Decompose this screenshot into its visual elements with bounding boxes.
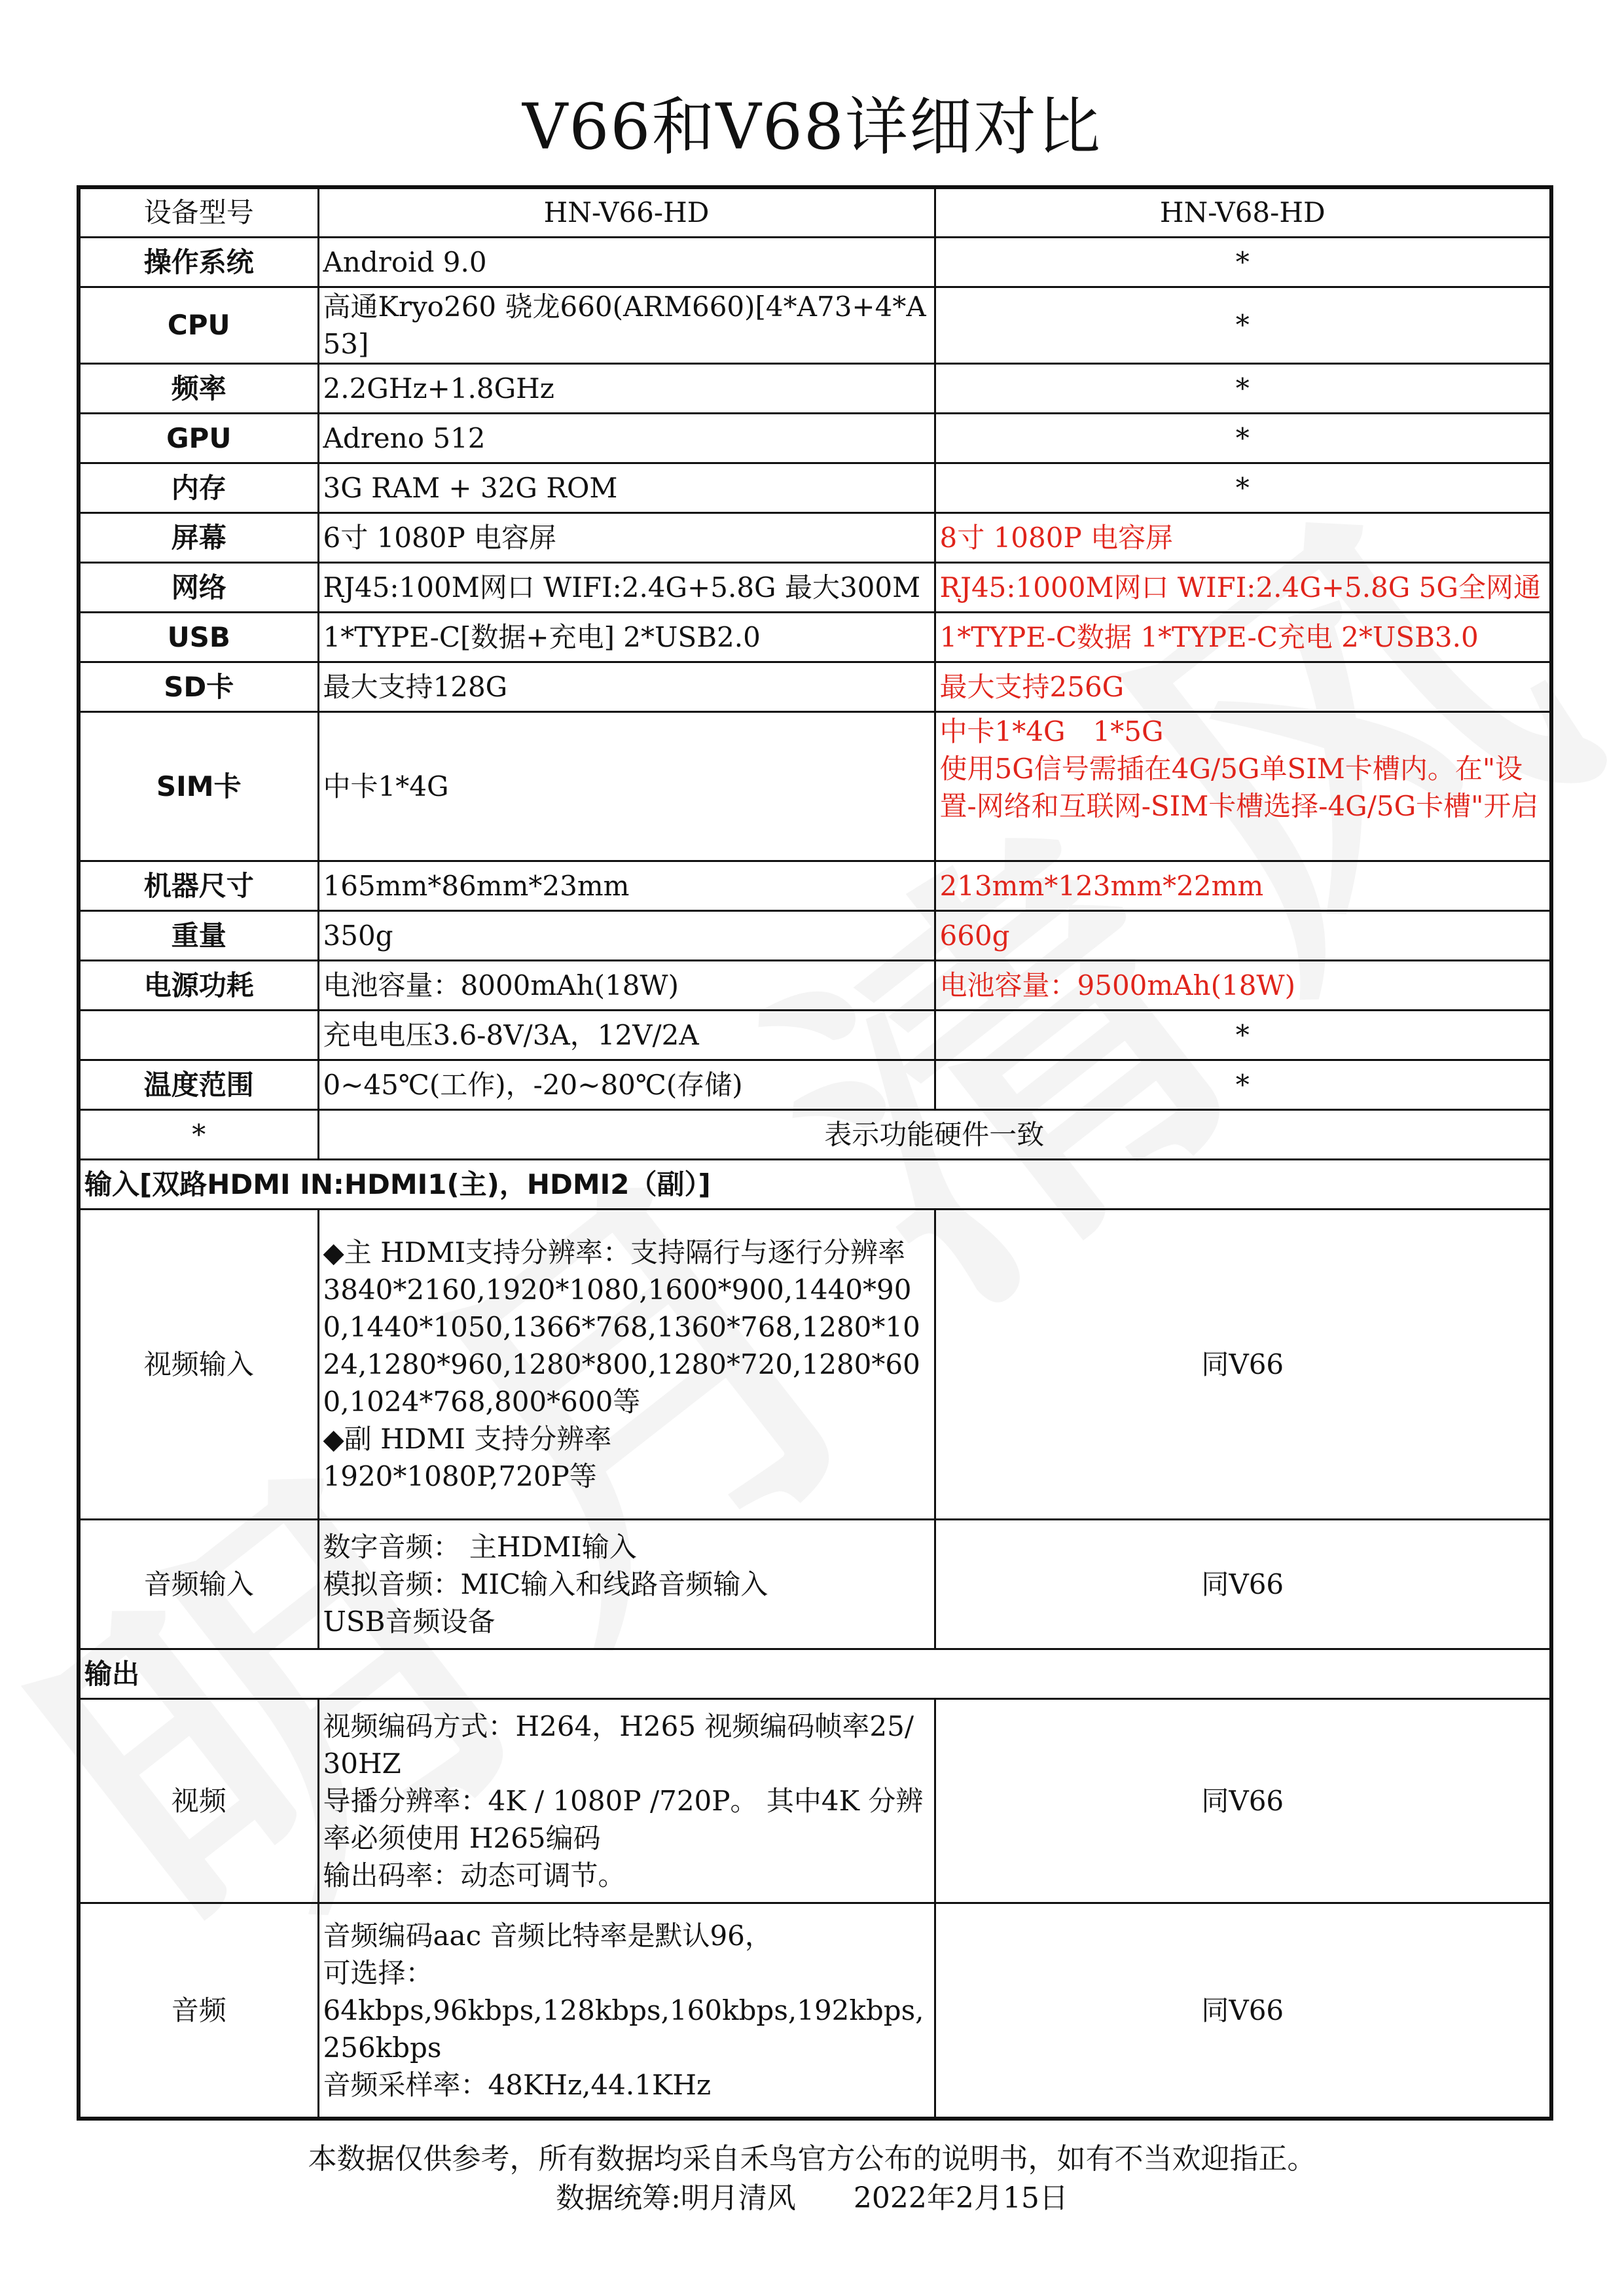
row-label: 网络 [79, 562, 318, 612]
text-line: ◆副 HDMI 支持分辨率 [323, 1422, 612, 1455]
legend-row [79, 1109, 1551, 1159]
table-row [79, 1903, 1551, 2119]
v68-sim-note: 使用5G信号需插在4G/5G单SIM卡槽内。在"设置-网络和互联网-SIM卡槽选择-4G/5G卡槽"开启 [939, 752, 1539, 822]
table-row [79, 512, 1551, 562]
table-row [79, 287, 1551, 363]
v66-value: 0~45℃(工作)，-20~80℃(存储) [318, 1060, 935, 1109]
v68-value: * [935, 463, 1551, 512]
v68-value: 最大支持256G [935, 662, 1551, 711]
text-line: 64kbps,96kbps,128kbps,160kbps,192kbps,256kbps [323, 1994, 924, 2064]
table-row [79, 960, 1551, 1010]
comparison-table [77, 185, 1553, 2121]
page-title: V66和V68详细对比 [522, 90, 1102, 164]
row-label: 温度范围 [79, 1060, 318, 1109]
table-row [79, 1519, 1551, 1649]
v68-value: 8寸 1080P 电容屏 [935, 512, 1551, 562]
text-line: 视频编码方式：H264，H265 视频编码帧率25/30HZ [323, 1710, 914, 1780]
input-section-header [79, 1159, 1551, 1209]
v68-value: 同V66 [935, 1903, 1551, 2119]
row-label: 机器尺寸 [79, 861, 318, 910]
v68-value: * [935, 363, 1551, 413]
footer-credit: 数据统筹:明月清风 2022年2月15日 [556, 2181, 1068, 2215]
table-row [79, 711, 1551, 861]
table-row [79, 1209, 1551, 1519]
v66-value: 最大支持128G [318, 662, 935, 711]
table-row [79, 363, 1551, 413]
v68-value: 同V66 [935, 1698, 1551, 1903]
row-label: 内存 [79, 463, 318, 512]
row-label: 频率 [79, 363, 318, 413]
v68-value: 电池容量：9500mAh(18W) [935, 960, 1551, 1010]
row-label: SIM卡 [79, 711, 318, 861]
row-label: 视频 [79, 1698, 318, 1903]
v68-value: 同V66 [935, 1519, 1551, 1649]
v68-value [935, 711, 1551, 861]
header-label: 设备型号 [79, 187, 318, 237]
v68-sim-line: 中卡1*4G 1*5G [939, 715, 1164, 747]
table-row [79, 413, 1551, 463]
row-label: 电源功耗 [79, 960, 318, 1010]
text-line: 1920*1080P,720P等 [323, 1460, 597, 1492]
table-row [79, 562, 1551, 612]
v66-value: Android 9.0 [318, 237, 935, 287]
v66-value: 充电电压3.6-8V/3A，12V/2A [318, 1010, 935, 1060]
text-line: 音频采样率：48KHz,44.1KHz [323, 2068, 712, 2101]
v66-value: 中卡1*4G [318, 711, 935, 861]
v66-value: 电池容量：8000mAh(18W) [318, 960, 935, 1010]
v66-value: RJ45:100M网口 WIFI:2.4G+5.8G 最大300M [318, 562, 935, 612]
text-line: 3840*2160,1920*1080,1600*900,1440*900,1440*1050,1366*768,1360*768,1280*1024,1280*960,1280*800,1280*720,1280*600,1024*768,800*600等 [323, 1273, 920, 1418]
v68-value: * [935, 413, 1551, 463]
row-label: USB [79, 612, 318, 662]
text-line: 模拟音频：MIC输入和线路音频输入 [323, 1568, 768, 1600]
row-label: GPU [79, 413, 318, 463]
table-row [79, 463, 1551, 512]
v68-value: 1*TYPE-C数据 1*TYPE-C充电 2*USB3.0 [935, 612, 1551, 662]
footer-disclaimer: 本数据仅供参考，所有数据均采自禾鸟官方公布的说明书，如有不当欢迎指正。 [308, 2142, 1316, 2176]
table-row [79, 1060, 1551, 1109]
legend-text: 表示功能硬件一致 [318, 1109, 1551, 1159]
header-model-v68: HN-V68-HD [935, 187, 1551, 237]
v66-value: 2.2GHz+1.8GHz [318, 363, 935, 413]
v66-video-input-value [318, 1209, 935, 1519]
v68-value: 同V66 [935, 1209, 1551, 1519]
table-row [79, 662, 1551, 711]
v66-value: 6寸 1080P 电容屏 [318, 512, 935, 562]
text-line: 可选择： [323, 1956, 433, 1989]
v66-audio-output-value [318, 1903, 935, 2119]
text-line: 数字音频： 主HDMI输入 [323, 1530, 637, 1563]
row-label: CPU [79, 287, 318, 363]
v68-value: RJ45:1000M网口 WIFI:2.4G+5.8G 5G全网通 [935, 562, 1551, 612]
legend-symbol: * [79, 1109, 318, 1159]
output-section-header [79, 1649, 1551, 1698]
text-line: 输出码率：动态可调节。 [323, 1859, 626, 1892]
v68-value: 660g [935, 910, 1551, 960]
header-row [79, 187, 1551, 237]
table-row [79, 910, 1551, 960]
table-row [79, 861, 1551, 910]
v66-value: 350g [318, 910, 935, 960]
table-row [79, 1010, 1551, 1060]
input-section-title: 输入[双路HDMI IN:HDMI1(主)，HDMI2（副）] [79, 1159, 1551, 1209]
v66-value: 165mm*86mm*23mm [318, 861, 935, 910]
row-label: 音频 [79, 1903, 318, 2119]
row-label: 操作系统 [79, 237, 318, 287]
text-line: USB音频设备 [323, 1605, 496, 1638]
v66-value: 3G RAM + 32G ROM [318, 463, 935, 512]
row-label: 视频输入 [79, 1209, 318, 1519]
v68-value: * [935, 1010, 1551, 1060]
table-row [79, 1698, 1551, 1903]
output-section-title: 输出 [79, 1649, 1551, 1698]
v66-value: Adreno 512 [318, 413, 935, 463]
row-label: 重量 [79, 910, 318, 960]
row-label [79, 1010, 318, 1060]
row-label: SD卡 [79, 662, 318, 711]
v66-video-output-value [318, 1698, 935, 1903]
v66-value: 高通Kryo260 骁龙660(ARM660)[4*A73+4*A53] [318, 287, 935, 363]
row-label: 音频输入 [79, 1519, 318, 1649]
text-line: ◆主 HDMI支持分辨率：支持隔行与逐行分辨率 [323, 1236, 906, 1268]
v68-value: * [935, 237, 1551, 287]
v68-value: * [935, 1060, 1551, 1109]
v66-value: 1*TYPE-C[数据+充电] 2*USB2.0 [318, 612, 935, 662]
text-line: 音频编码aac 音频比特率是默认96， [323, 1919, 772, 1952]
table-row [79, 237, 1551, 287]
v68-value: * [935, 287, 1551, 363]
table-row [79, 612, 1551, 662]
row-label: 屏幕 [79, 512, 318, 562]
header-model-v66: HN-V66-HD [318, 187, 935, 237]
v66-audio-input-value [318, 1519, 935, 1649]
text-line: 导播分辨率：4K / 1080P /720P。 其中4K 分辨率必须使用 H265编码 [323, 1784, 924, 1854]
v68-value: 213mm*123mm*22mm [935, 861, 1551, 910]
